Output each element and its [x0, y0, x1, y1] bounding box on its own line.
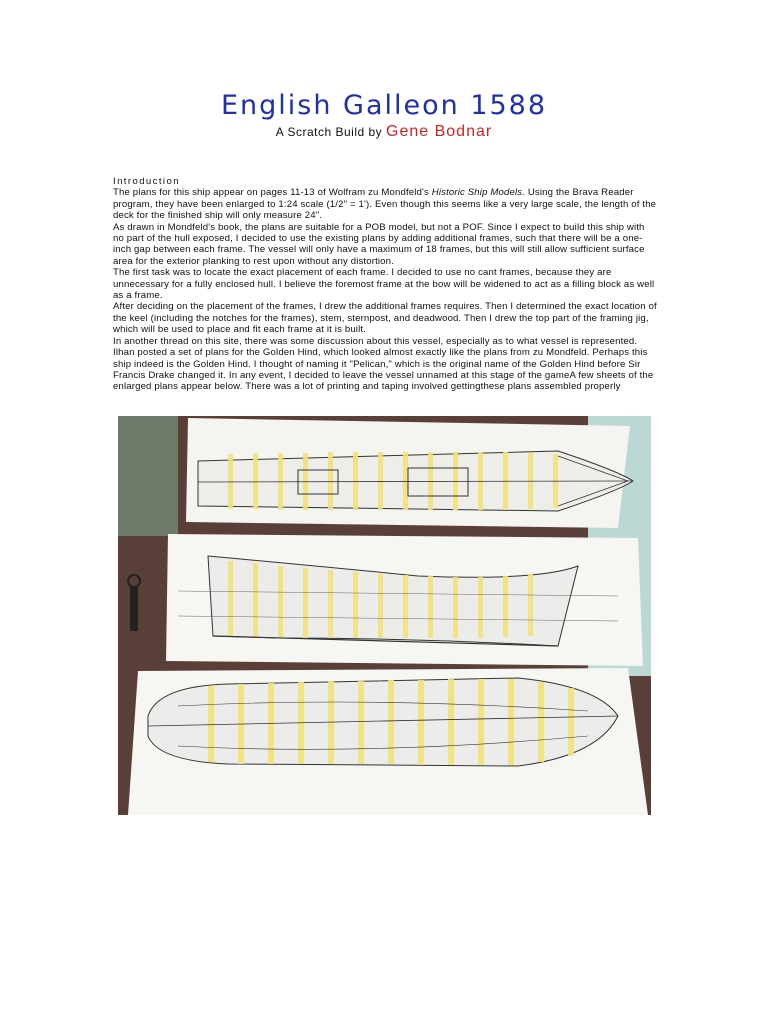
book-title: Historic Ship Models. [431, 187, 526, 199]
page-title: English Galleon 1588 [220, 90, 548, 121]
author-name: Gene Bodnar [386, 123, 493, 140]
paragraph-1-end: Using the Brava Reader program, they have been enlarged to 1:24 scale (1/2" = 1'). Even though this seems like a very large scale, the length of the deck for the finished ship will only measure 24". [113, 187, 657, 222]
paragraph-4: After deciding on the placement of the frames, I drew the additional frames requires. Then I determined the exact location of the keel (including the notches for the frames), stem, sternpost, and deadwood. Then I drew the top part of the framing jig, which will be used to place and fit each frame at it is built. [113, 301, 657, 336]
deck-plan [198, 451, 633, 511]
article-body [113, 176, 658, 393]
ship-plans-photo [118, 416, 651, 815]
paragraph-1-start: The plans for this ship appear on pages 11-13 of Wolfram zu Mondfeld's [113, 187, 432, 199]
paragraph-1 [113, 187, 658, 221]
byline [0, 123, 768, 141]
paragraph-2: As drawn in Mondfeld's book, the plans are suitable for a POB model, but not a POF. Since I expect to build this ship with no part of the hull exposed, I decided to use the existing plans by adding additional frames, such that there will be a one-inch gap between each frame. The vessel will only have a maximum of 18 frames, but this will still allow sufficient surface area for the exterior planking to rest upon without any distortion. [113, 221, 645, 267]
section-heading: Introduction [113, 176, 180, 187]
byline-prefix: A Scratch Build by [275, 125, 383, 139]
paragraph-3: The first task was to locate the exact placement of each frame. I decided to use no cant frames, because they are unnecessary for a fully enclosed hull. I believe the foremost frame at the bow will be widened to act as a filling block as well as a frame. [113, 267, 655, 302]
paragraph-5: In another thread on this site, there was some discussion about this vessel, especially as to what vessel is represented. Ilhan posted a set of plans for the Golden Hind, which looked almost exactly like the plans from zu Mondfeld. Perhaps this ship indeed is the Golden Hind. I thought of naming it "Pelican," which is the original name of the Golden Hind before Sir Francis Drake changed it. In any event, I decided to leave the vessel unnamed at this stage of the gameA few sheets of the enlarged plans appear below. There was a lot of printing and taping involved gettingthese plans assembled properly [113, 335, 654, 393]
hull-plan [148, 678, 618, 766]
